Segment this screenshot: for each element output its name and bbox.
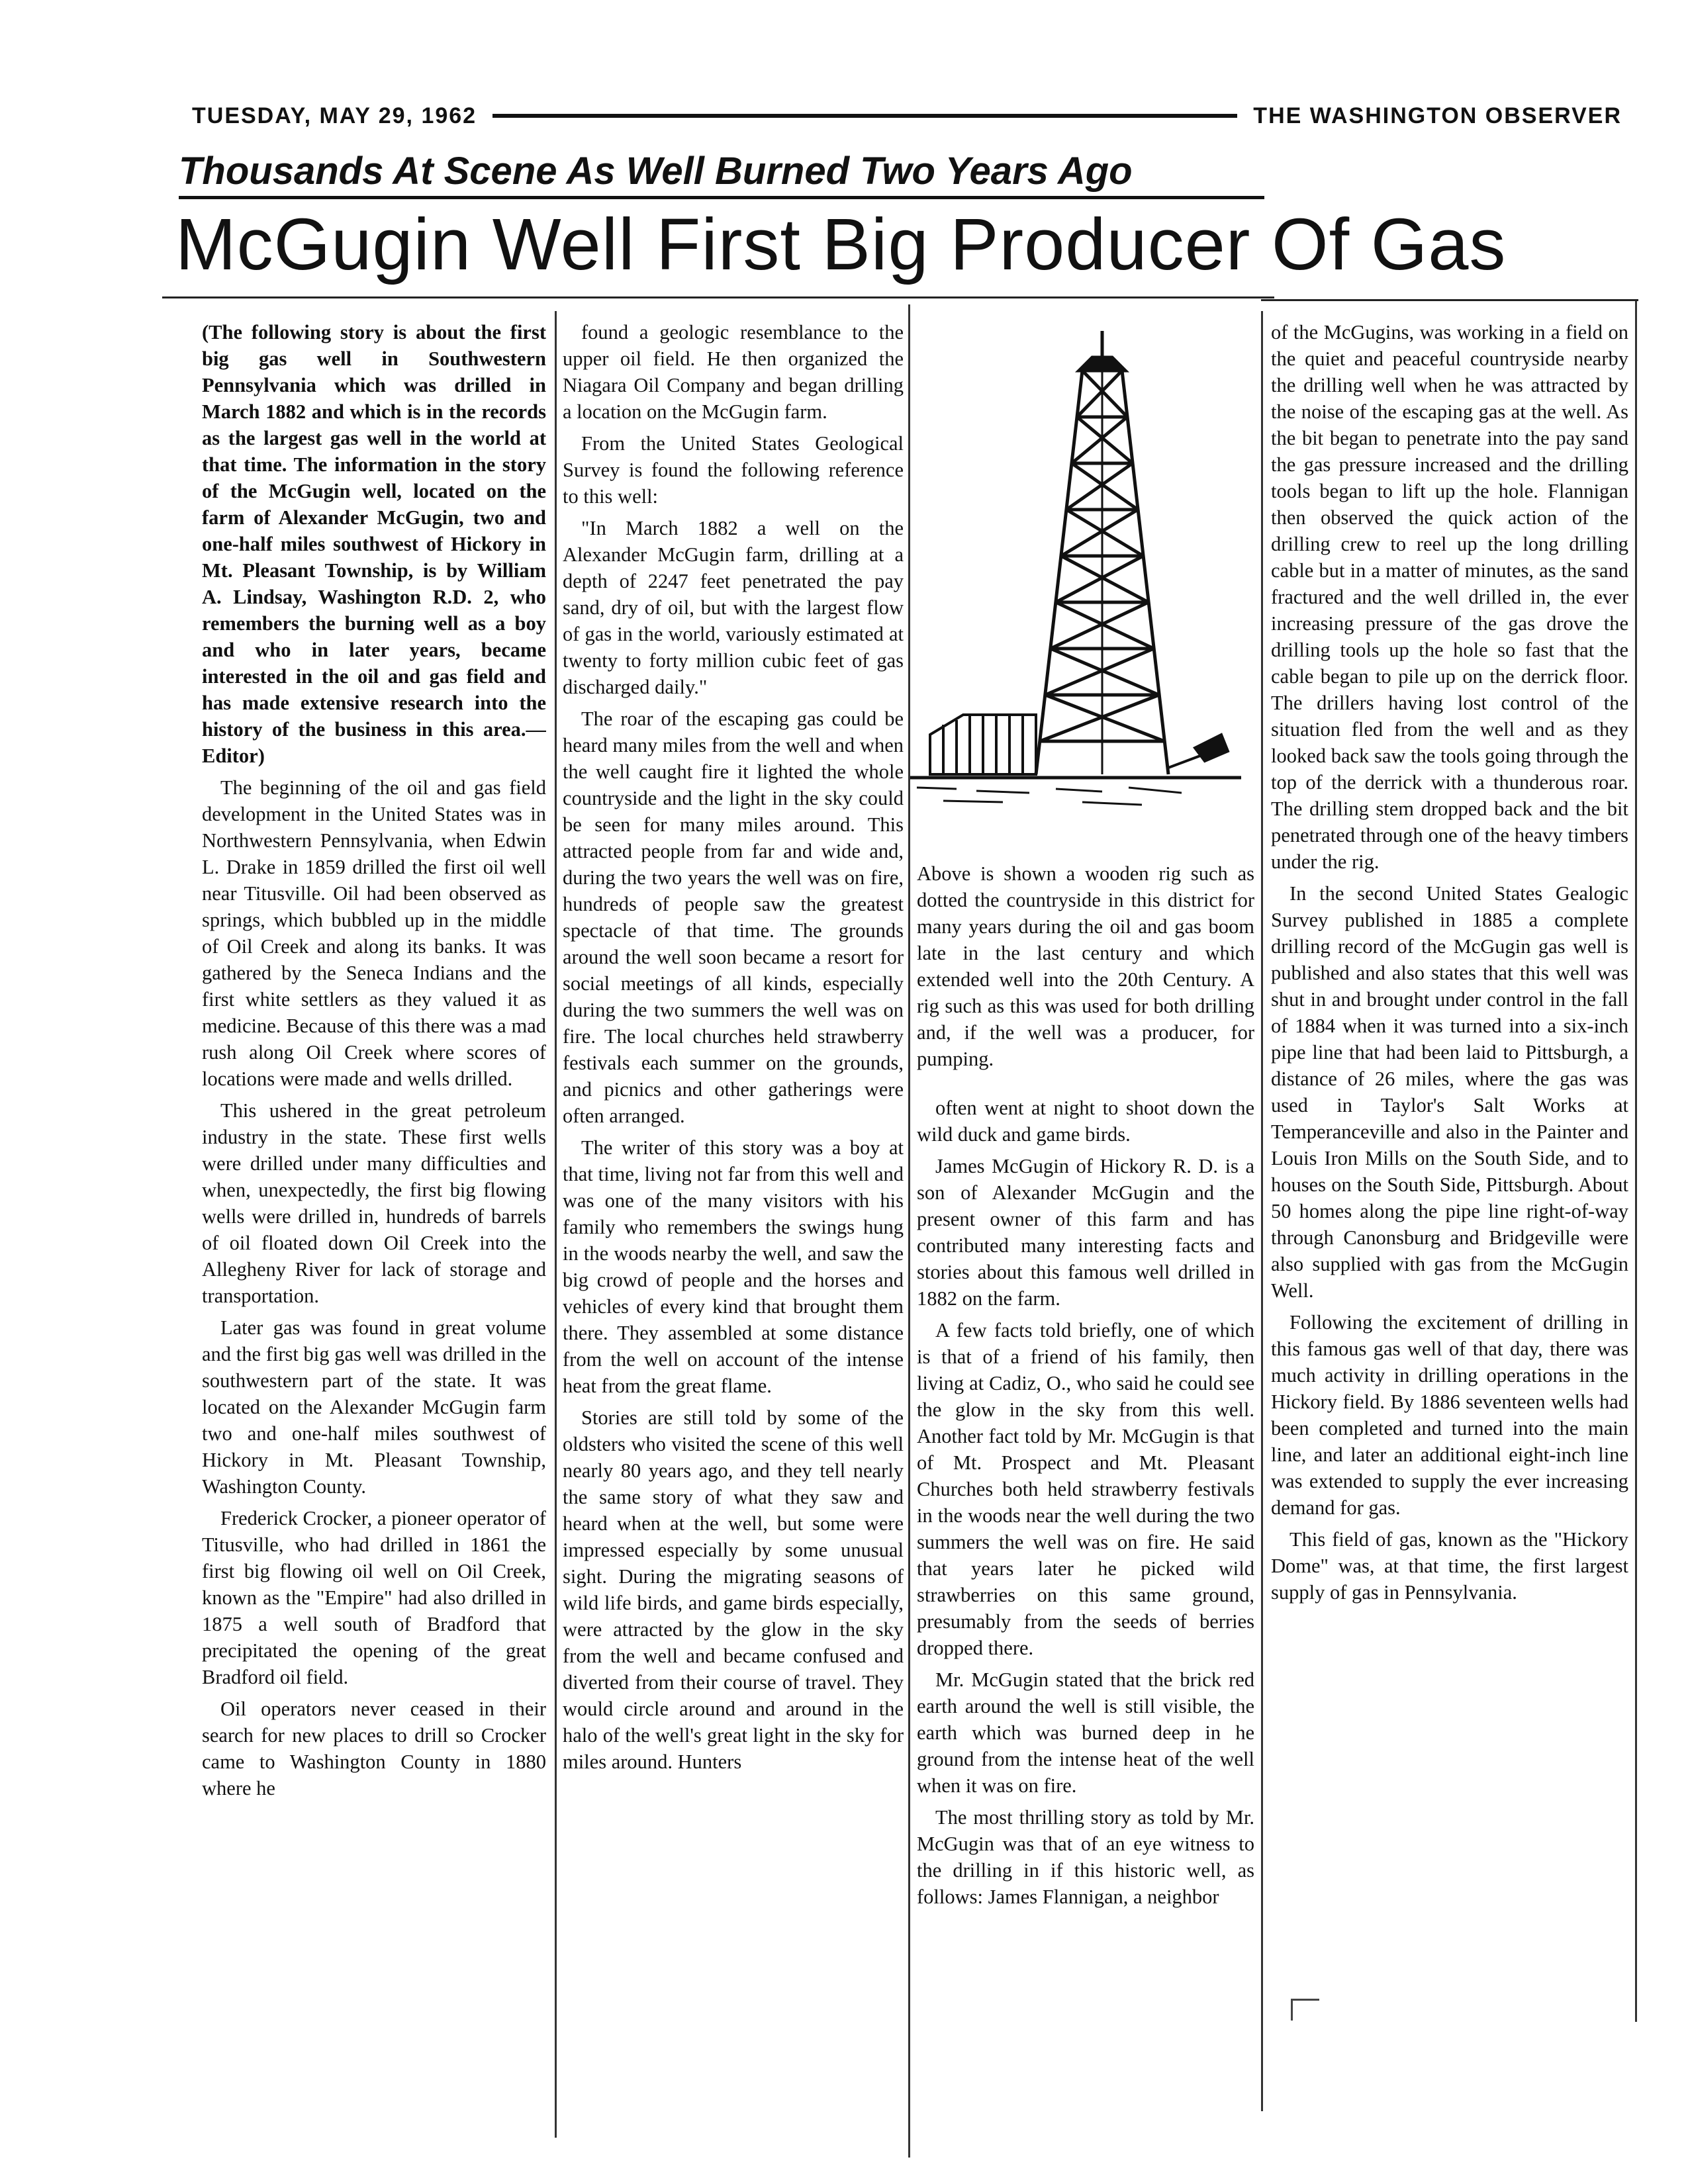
illustration-caption: Above is shown a wooden rig such as dotted the countryside in this district for many years during the oil and gas boom late in the last century and which extended well into the 20th Century. A rig such as this was used for both drilling and, if the well was a producer, for pumping. [917,862,1254,1070]
paragraph: Frederick Crocker, a pioneer operator of Titusville, who had drilled in 1861 the first big flowing oil well on Oil Creek, known as the "Empire" had also drilled in 1875 a well south of Bradford that precipitated the opening of the great Bradford oil field. [202,1507,546,1688]
main-headline: McGugin Well First Big Producer Of Gas [175,204,1507,285]
paragraph: Mr. McGugin stated that the brick red earth around the well is still visible, the earth which was burned deep in he ground from the intense heat of the well when it was on fire. [917,1668,1254,1797]
masthead-rule [492,114,1237,118]
paragraph: This ushered in the great petroleum industry in the state. These first wells were drilled under many difficulties and when, unexpectedly, the first big flowing wells were drilled in, hundreds of barrels of oil floated down Oil Creek into the Allegheny River for lack of storage and transportation. [202,1099,546,1307]
paragraph: "In March 1882 a well on the Alexander McGugin farm, drilling at a depth of 2247 feet penetrated the pay sand, dry of oil, but with the largest flow of gas in the world, variously estimated at twenty to forty million cubic feet of gas discharged daily." [563,517,904,698]
paragraph: Following the excitement of drilling in this famous gas well of that day, there was much activity in drilling operations in the Hickory field. By 1886 seventeen wells had been completed and turned into the main line, and later an additional eight-inch line was extended to supply the ever increasing demand for gas. [1271,1311,1628,1519]
paragraph: The writer of this story was a boy at that time, living not far from this well and was one of the many visitors with his family who remembers the swings hung in the woods nearby the well, and saw the big crowd of people and the horses and vehicles of every kind that brought them there. They assembled at some distance from the well on account of the intense heat from the great flame. [563,1136,904,1397]
paragraph: The roar of the escaping gas could be heard many miles from the well and when the well caught fire it lighted the whole countryside and the light in the sky could be seen for many miles around. This attracted people from far and wide and, during the two years the well was on fire, hundreds of people saw the greatest spectacle of that time. The grounds around the well soon became a resort for social meetings of all kinds, especially during the two summers the well was on fire. The local churches held strawberry festivals each summer on the grounds, and picnics and other gatherings were often arranged. [563,707,904,1127]
masthead-paper-name: THE WASHINGTON OBSERVER [1253,103,1622,128]
kicker-headline: Thousands At Scene As Well Burned Two Years Ago [179,149,1264,199]
paragraph: often went at night to shoot down the wild duck and game birds. [917,1097,1254,1146]
paragraph: Stories are still told by some of the oldsters who visited the scene of this well nearly 80 years ago, and they tell nearly the same story of what they saw and heard when at the well, but some were impressed especially by some unusual sight. During the migrating seasons of wild life birds, and game birds especially, were attracted by the glow in the sky from the well and became confused and diverted from their course of travel. They would circle around and around in the halo of the well's great light in the sky for miles around. Hunters [563,1406,904,1773]
column-4 [1271,319,1628,2000]
paragraph: The beginning of the oil and gas field development in the United States was in Northwestern Pennsylvania, when Edwin L. Drake in 1859 drilled the first oil well near Titusville. Oil had been observed as springs, which bubbled up in the middle of Oil Creek and along its banks. It was gathered by the Seneca Indians and the first white settlers as they valued it as medicine. Because of this there was a mad rush along Oil Creek where scores of locations were made and wells drilled. [202,776,546,1090]
column-rule-4 [1635,301,1637,2022]
paragraph: Later gas was found in great volume and the first big gas well was drilled in the southwestern part of the state. It was located on the Alexander McGugin farm two and one-half miles southwest of Hickory in Mt. Pleasant Township, Washington County. [202,1316,546,1498]
paragraph: The most thrilling story as told by Mr. McGugin was that of an eye witness to the drilling in if this historic well, as follows: James Flannigan, a neighbor [917,1806,1254,1908]
column-2 [563,319,904,2132]
editor-note: (The following story is about the first big gas well in Southwestern Pennsylvania which was drilled in March 1882 and which is in the records as the largest gas well in the world at that time. The information in the story of the McGugin well, located on the farm of Alexander McGugin, two and one-half miles southwest of Hickory in Mt. Pleasant Township, is by William A. Lindsay, Washington R.D. 2, who remembers the burning well as a boy and who in later years, became interested in the oil and gas field and has made extensive research into the history of the business in this area.—Editor) [202,321,546,767]
headline-underline [162,296,1274,298]
paragraph: found a geologic resemblance to the upper oil field. He then organized the Niagara Oil Company and began drilling a location on the McGugin farm. [563,321,904,423]
right-top-rule [1261,299,1638,301]
paragraph: James McGugin of Hickory R. D. is a son of Alexander McGugin and the present owner of this farm and has contributed many interesting facts and stories about this famous well drilled in 1882 on the farm. [917,1155,1254,1310]
paragraph: From the United States Geological Survey is found the following reference to this well: [563,432,904,508]
paragraph: A few facts told briefly, one of which is that of a friend of his family, then living at Cadiz, O., who said he could see the glow in the sky from this well. Another fact told by Mr. McGugin is that of Mt. Prospect and Mt. Pleasant Churches both held strawberry festivals in the woods near the well during the two summers the well was on fire. He said that years later he picked wild strawberries on this same ground, presumably from the seeds of berries dropped there. [917,1319,1254,1659]
paragraph: This field of gas, known as the "Hickory Dome" was, at that time, the first largest supply of gas in Pennsylvania. [1271,1528,1628,1604]
paragraph: Oil operators never ceased in their search for new places to drill so Crocker came to Washington County in 1880 where he [202,1698,546,1799]
clipping-corner-mark [1291,1999,1319,2021]
masthead [192,99,1622,132]
masthead-date: TUESDAY, MAY 29, 1962 [192,103,477,128]
oil-derrick-illustration [904,311,1248,814]
paragraph: In the second United States Gealogic Survey published in 1885 a complete drilling record of the McGugin gas well is published and also states that this well was shut in and brought under control in the fall of 1884 when it was turned into a six-inch pipe line that had been laid to Pittsburgh, a distance of 26 miles, where the gas was used in Taylor's Salt Works at Temperanceville and also in the Painter and Louis Iron Mills on the South Side, and to houses on the South Side, Pittsburgh. About 50 homes along the pipe line right-of-way through Canonsburg and Bridgeville were also supplied with gas from the McGugin Well. [1271,882,1628,1302]
paragraph: of the McGugins, was working in a field on the quiet and peaceful countryside nearby the drilling well when he was attracted by the noise of the escaping gas at the well. As the bit began to penetrate into the pay sand the gas pressure increased and the drilling tools began to lift up the hole. Flannigan then observed the quick action of the drilling crew to reel up the long drilling cable but in a matter of minutes, as the sand fractured and the well drilled in, the ever increasing pressure of the gas drove the drilling tools up the hole so fast that the cable began to pile up on the derrick floor. The drillers having lost control of the situation fled from the well and as they looked back saw the tools going through the top of the derrick with a thunderous roar. The drilling stem dropped back and the bit penetrated through one of the heavy timbers under the rig. [1271,321,1628,873]
column-rule-1 [555,311,557,2138]
column-3 [917,860,1254,2071]
column-rule-3 [1261,311,1263,2111]
column-1 [202,319,546,2132]
